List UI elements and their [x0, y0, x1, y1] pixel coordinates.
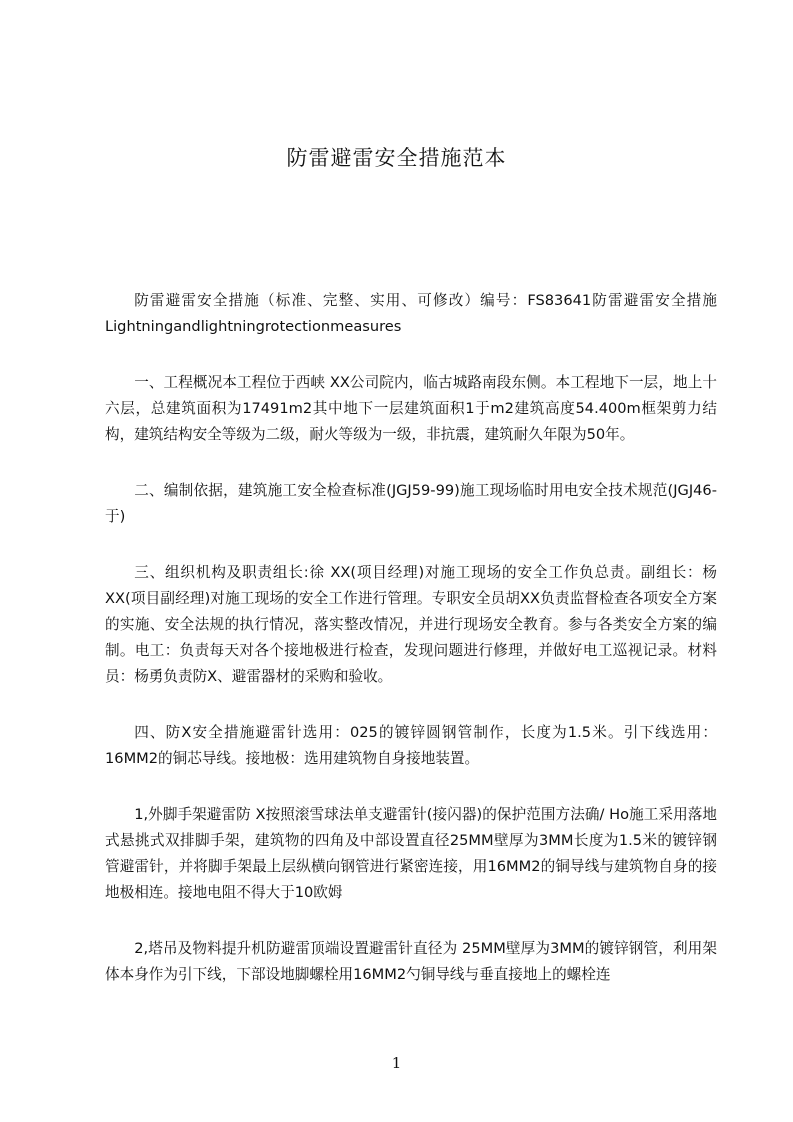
paragraph-measures: 四、防X安全措施避雷针选用：025的镀锌圆钢管制作，长度为1.5米。引下线选用：16MM2的铜芯导线。接地极：选用建筑物自身接地装置。: [105, 724, 717, 767]
paragraph-organization: 三、组织机构及职责组长:徐 XX(项目经理)对施工现场的安全工作负总责。副组长：杨XX(项目副经理)对施工现场的安全工作进行管理。专职安全员胡XX负责监督检查各项安全方案的实施、安全法规的执行情况，落实整改情况，并进行现场安全教育。参与各类安全方案的编制。电工：负责每天对各个接地极进行检查，发现问题进行修理，并做好电工巡视记录。材料员：杨勇负责防X、避雷器材的采购和验收。: [105, 564, 717, 685]
paragraph-scaffold-protection: 1,外脚手架避雷防 X按照滚雪球法单支避雷针(接闪器)的保护范围方法确/ Ho施工采用落地式悬挑式双排脚手架，建筑物的四角及中部设置直径25MM壁厚为3MM长度为1.5米的镀锌钢管避雷针，并将脚手架最上层纵横向钢管进行紧密连接，用16MM2的铜导线与建筑物自身的接地极相连。接地电阻不得大于10欧姆: [105, 806, 717, 901]
document-body: [105, 288, 717, 988]
paragraph-intro: 防雷避雷安全措施（标准、完整、实用、可修改）编号：FS83641防雷避雷安全措施Lightningandlightningrotectionmeasures: [105, 292, 717, 335]
document-title: 防雷避雷安全措施范本: [286, 146, 507, 170]
paragraph-crane-protection: 2,塔吊及物料提升机防避雷顶端设置避雷针直径为 25MM壁厚为3MM的镀锌钢管，利用架体本身作为引下线，下部设地脚螺栓用16MM2勺铜导线与垂直接地上的螺栓连: [105, 940, 717, 983]
page-number: 1: [391, 1054, 402, 1072]
paragraph-basis: 二、编制依据，建筑施工安全检查标准(JGJ59-99)施工现场临时用电安全技术规范(JGJ46-于): [105, 482, 717, 525]
paragraph-project-overview: 一、工程概况本工程位于西峡 XX公司院内，临古城路南段东侧。本工程地下一层，地上十六层，总建筑面积为17491m2其中地下一层建筑面积1于m2建筑高度54.400m框架剪力结构，建筑结构安全等级为二级，耐火等级为一级，非抗震，建筑耐久年限为50年。: [105, 374, 717, 443]
